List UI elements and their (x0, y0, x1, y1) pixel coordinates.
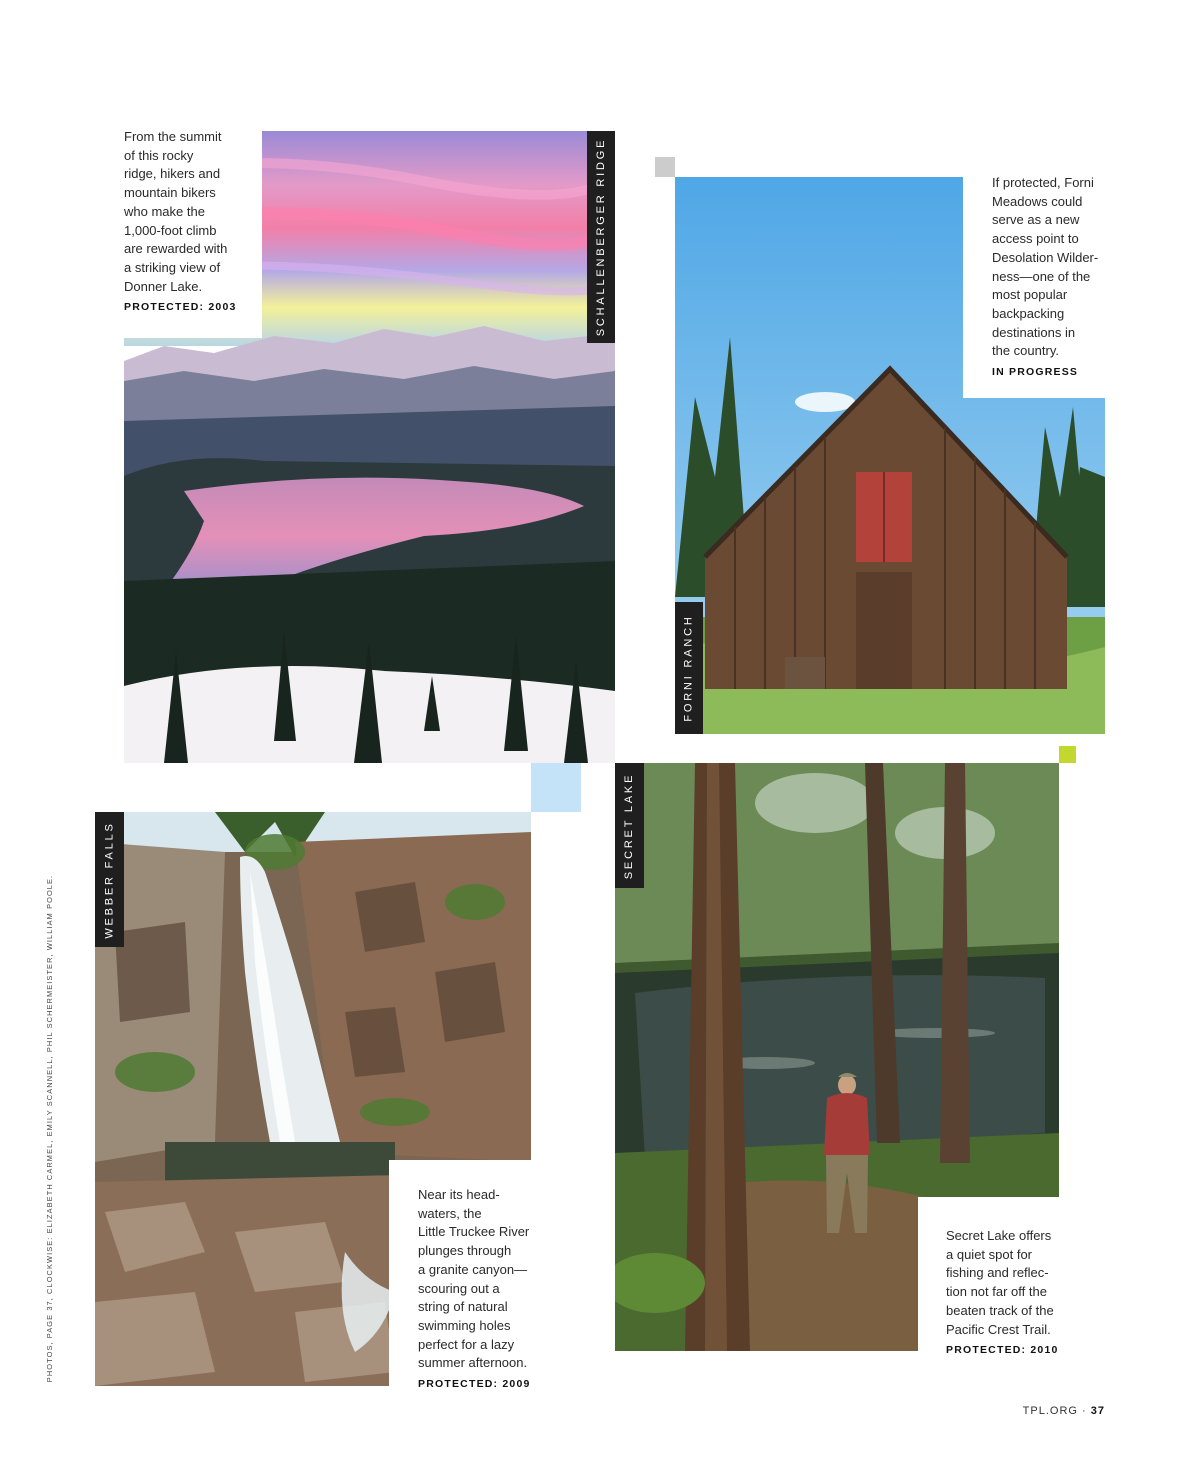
caption-text: Near its head- waters, the Little Truckee River plunges through a granite canyon— scouring out a string of natural swimming holes perfect for a lazy summer afternoon. (418, 1187, 530, 1371)
secret-label: SECRET LAKE (615, 763, 644, 888)
site-url: TPL.ORG (1022, 1405, 1078, 1417)
schallenberger-caption (110, 124, 262, 338)
status-badge: IN PROGRESS (992, 366, 1079, 379)
accent-square-lime (1059, 746, 1076, 763)
forni-label: FORNI RANCH (675, 602, 703, 734)
folio-separator: · (1082, 1405, 1087, 1417)
accent-square-blue (531, 763, 581, 812)
schallenberger-label: SCHALLENBERGER RIDGE (587, 131, 615, 343)
status-badge: PROTECTED: 2003 (124, 301, 237, 314)
webber-caption (389, 1160, 544, 1394)
status-badge: PROTECTED: 2009 (418, 1378, 531, 1391)
photo-credit: PHOTOS, PAGE 37, CLOCKWISE: ELIZABETH CARMEL, EMILY SCANNELL, PHIL SCHERMEISTER, WILLIAM POOLE. (45, 874, 55, 1382)
forni-caption (963, 170, 1113, 398)
secret-caption (918, 1197, 1068, 1365)
status-badge: PROTECTED: 2010 (946, 1344, 1059, 1357)
caption-text: If protected, Forni Meadows could serve as a new access point to Desolation Wilder- ness—one of the most popular backpacking destinations in the country. (992, 175, 1099, 359)
page-folio (1023, 1405, 1105, 1417)
webber-label: WEBBER FALLS (95, 812, 124, 947)
accent-square-gray (655, 157, 675, 177)
caption-text: From the summit of this rocky ridge, hikers and mountain bikers who make the 1,000-foot climb are rewarded with a striking view of Donner Lake. (124, 129, 228, 294)
page-number: 37 (1090, 1405, 1105, 1417)
caption-text: Secret Lake offers a quiet spot for fishing and reflec- tion not far off the beaten track of the Pacific Crest Trail. (946, 1228, 1054, 1337)
